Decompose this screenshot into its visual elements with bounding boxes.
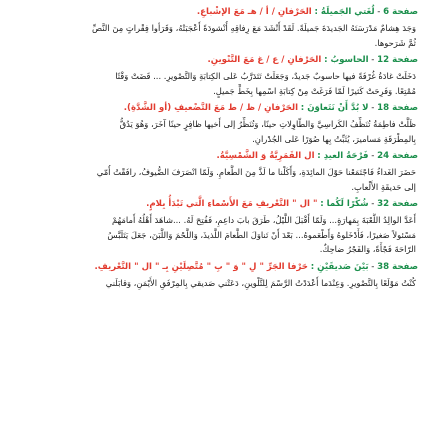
lesson-block bbox=[12, 198, 418, 257]
dictation-text bbox=[12, 276, 416, 291]
dictation-text bbox=[12, 117, 416, 146]
dictation-text bbox=[12, 165, 416, 194]
lesson-block bbox=[12, 261, 418, 291]
text-line: حَضَرَ الغَداءُ فَاجْتَمَعْنا حَوْلَ المائِدَةِ، وَأَكَلْنا ما لَذَّ مِنَ الطَّعامِ. وَلَمّا انْصَرَفَ الضُّيوفُ، رافَقْتُ أُمّي bbox=[96, 167, 416, 177]
lesson-block bbox=[12, 102, 418, 146]
lesson-title: شُكْرًا لَكُما : bbox=[320, 199, 369, 209]
lesson-heading bbox=[12, 150, 418, 163]
lesson-letters: الحَرْفانِ / ظ / ط مَعَ التَّضْعيفِ (أو الشَّدَّةِ). bbox=[123, 103, 299, 113]
lesson-letters: حَرْفا الجَرِّ " لِ " وَ " بِ " مُتَّصِلَيْنِ بِـ " ال " التَّعْريفِ. bbox=[94, 261, 309, 272]
text-line: دَخَلَتْ غادَةُ غُرْفَةً فيها حاسوبٌ جَديدٌ، وَجَعَلَتْ تَتَدَرَّبُ عَلى الكِتابَةِ وَالتَّصْويرِ. ... قَضَتْ وَقْتًا bbox=[115, 71, 416, 81]
lesson-heading bbox=[12, 198, 418, 211]
lesson-block bbox=[12, 6, 418, 50]
text-line: مَسْئولاً صَغيرًا، فَأَدْخَلوهُ وَأَطْعَموهُ... بَعْدَ أَنْ تَناوَلَ الطَّعامَ اللَّذيذَ، وَاللَّحْمَ وَاللَّبَنَ، جَعَلَ يَتَلَبَّسُ bbox=[107, 229, 416, 240]
heading-separator: - bbox=[368, 199, 378, 209]
heading-separator: - bbox=[368, 55, 378, 65]
lesson-block bbox=[12, 54, 418, 98]
page-number: صفحة 24 bbox=[377, 151, 418, 161]
lesson-title: بَيْنَ صَديقَيْنِ : bbox=[310, 261, 369, 272]
lesson-title: فَرْحَةُ العيدِ : bbox=[317, 151, 369, 161]
lesson-title: لُغَتي الجَميلَةُ : bbox=[314, 7, 375, 17]
heading-separator: - bbox=[368, 151, 378, 161]
dictation-text bbox=[12, 213, 416, 257]
page-number: صفحة 6 bbox=[383, 7, 418, 17]
text-line: كُنْتُ مَوْلَعًا بِالتَّصْويرِ. وَعِنْدَما أَعْدَدْتُ الرَّسْمَ لِلتَّلْوينِ، دَعَتْني صَديقي بِالمِرْفَقِ الأَيْمَنِ، وَقابَلَني bbox=[105, 277, 416, 288]
lesson-heading bbox=[12, 102, 418, 115]
text-line: الرّاحَةَ فَجْأَةً، وَالفَجْرُ ضاحِكٌ. bbox=[319, 244, 416, 254]
text-line: وَجَدَ هِشامٌ مَدْرَسَتَهُ الجَديدَةَ جَميلَةً. لَقَدْ أَنْشَدَ مَعَ رِفاقِهِ أُنْشودَةً أَعْجَبَتْهُ، وَقَرَأوا فِقْراتٍ مِنَ النَّصِّ bbox=[91, 23, 416, 33]
lesson-letters: ال القَمَرِيَّةُ وَ الشَّمْسِيَّةُ. bbox=[216, 151, 315, 161]
page-number: صفحة 18 bbox=[377, 103, 418, 113]
lesson-heading bbox=[12, 6, 418, 19]
text-line: ظَلَّتْ فاطِمَةُ تُنَظِّفُ الكَراسِيَّ وَالطّاوِلاتِ حينًا، وَتُنَظِّرُ إلى أَخيها ظافِرٍ حينًا آخَرَ، وَهُوَ يَدُقُّ bbox=[119, 119, 416, 129]
heading-separator: - bbox=[368, 103, 378, 113]
heading-separator: - bbox=[368, 261, 378, 272]
text-line: بِالمِطْرَقَةِ مَساميرَ، يُثَبِّتُ بِها صُوَرًا عَلى الجُدْرانِ. bbox=[252, 133, 416, 144]
lesson-block bbox=[12, 150, 418, 194]
text-line: مُمْتِعًا. وَفَرِحَتْ كَثيرًا لَمّا فَرَغَتْ مِنْ كِتابَةِ اسْمِها بِخَطٍّ جَميلٍ. bbox=[213, 85, 416, 96]
lesson-heading bbox=[12, 54, 418, 67]
dictation-text bbox=[12, 21, 416, 50]
lesson-title: لا بُدَّ أَنْ نَتَعاوَنَ : bbox=[300, 103, 369, 113]
page-number: صفحة 32 bbox=[377, 199, 418, 209]
text-line: ثُمَّ شَرَحوها. bbox=[374, 37, 416, 48]
text-line: إلى حَديقَةِ الأَلْعابِ. bbox=[351, 181, 416, 192]
text-line: أَعَدَّ الوالِدُ اللُّعْبَةَ بِمَهارَةٍ... وَلَمّا أَقْبَلَ اللَّيْلُ، طَرَقَ بابَ داعِمِ، فَفُتِحَ لَهُ. ...شاهَدَ أَهْلُهُ أَمامَهُمْ bbox=[111, 215, 416, 225]
lesson-heading bbox=[12, 261, 418, 274]
page-number: صفحة 38 bbox=[377, 261, 418, 272]
lesson-letters: الحَرْفانِ / أ / هـ مَعَ الإشْباعِ. bbox=[196, 7, 312, 17]
lesson-title: الحاسوبُ : bbox=[324, 55, 369, 65]
lesson-letters: الحَرْفانِ / ع / غ مَعَ التَّنْوينِ. bbox=[207, 55, 322, 65]
dictation-text bbox=[12, 69, 416, 98]
heading-separator: - bbox=[374, 7, 384, 17]
page-number: صفحة 12 bbox=[377, 55, 418, 65]
lesson-letters: " ال " التَّعْريفِ مَعَ الأَسْماءِ الَّتي تَبْدَأُ بِلامٍ. bbox=[146, 199, 318, 209]
